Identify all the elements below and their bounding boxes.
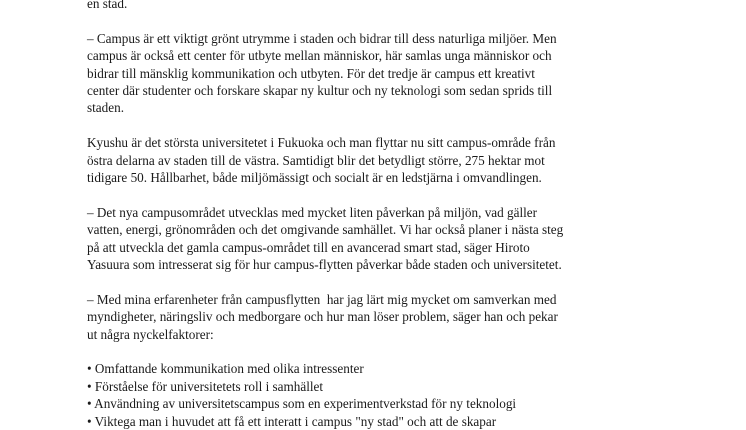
list-item: • Förståelse för universitetets roll i samhället (87, 378, 324, 394)
list-item: • Omfattande kommunikation med olika intressenter (87, 361, 364, 377)
key-factors-list (87, 360, 687, 430)
list-item: • Viktega man i huvudet att få ett interatt i campus "ny stad" och att de skapar (87, 413, 497, 429)
list-item: • Användning av universitetscampus som en experimentverkstad för ny teknologi (87, 396, 517, 412)
text-line: Kyushu är det största universitetet i Fukuoka och man flyttar nu sitt campus-område från (87, 135, 556, 151)
text-line: – Med mina erfarenheter från campusflytten har jag lärt mig mycket om samverkan med (87, 291, 557, 307)
paragraph-kyushu-move (87, 134, 687, 186)
document-body (87, 0, 687, 430)
text-line: vatten, energi, grönområden och det omgivande samhället. Vi har också planer i nästa steg (87, 222, 564, 238)
paragraph-experiences (87, 291, 687, 343)
text-line: Yasuura som intresserat sig för hur campus-flytten påverkar både staden och universitetet. (87, 257, 562, 273)
text-line: östra delarna av staden till de västra. Samtidigt blir det betydligt större, 275 hektar mot (87, 152, 545, 168)
text-line: myndigheter, näringsliv och medborgare och hur man löser problem, säger han och pekar (87, 309, 558, 325)
text-line: ut några nyckelfaktorer: (87, 326, 214, 342)
text-line: bidrar till mänsklig kommunikation och utbyten. För det tredje är campus ett kreativt (87, 65, 535, 81)
paragraph-new-campus (87, 204, 687, 274)
text-line: staden. (87, 100, 124, 116)
paragraph-campus-green-space (87, 30, 687, 117)
text-line: center där studenter och forskare skapar ny kultur och ny teknologi som sedan sprids till (87, 83, 553, 99)
text-line: – Det nya campusområdet utvecklas med mycket liten påverkan på miljön, vad gäller (87, 204, 538, 220)
text-line: campus är också ett center för utbyte mellan människor, här samlas unga människor och (87, 48, 552, 64)
text-line: en stad. (87, 0, 128, 11)
text-line: – Campus är ett viktigt grönt utrymme i staden och bidrar till dess naturliga miljöer. Men (87, 30, 557, 46)
text-line: tidigare 50. Hållbarhet, både miljömässigt och socialt är en ledstjärna i omvandlingen. (87, 170, 542, 186)
text-line: på att utveckla det gamla campus-området till en avancerad smart stad, säger Hiroto (87, 239, 530, 255)
paragraph-intro-tail (87, 0, 687, 12)
